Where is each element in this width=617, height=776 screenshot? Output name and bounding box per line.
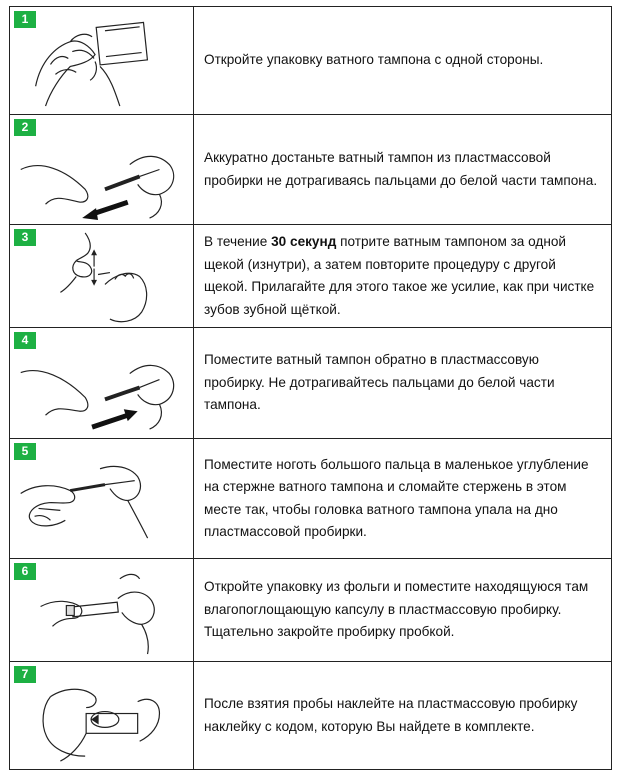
step-number-badge: 4 <box>14 332 36 349</box>
step-text: После взятия пробы наклейте на пластмассовую пробирку наклейку с кодом, которую Вы найдете в комплекте. <box>194 662 612 770</box>
insert-capsule-illustration <box>10 559 193 661</box>
step-number-badge: 2 <box>14 119 36 136</box>
step-row-2 <box>10 115 612 225</box>
step-number-badge: 5 <box>14 443 36 460</box>
break-swab-illustration <box>10 439 193 558</box>
hands-opening-package-illustration <box>10 7 193 114</box>
step-row-4 <box>10 328 612 439</box>
step-text-after: потрите ватным тампоном за одной щекой (изнутри), а затем повторите процедуру с другой щекой. Прилагайте для этого такое же усилие, как при чистке зубов зубной щёткой. <box>204 234 595 317</box>
cheek-swab-illustration <box>10 225 193 327</box>
step-text-before: В течение <box>204 234 272 249</box>
step-text: Аккуратно достаньте ватный тампон из пластмассовой пробирки не дотрагиваясь пальцами до белой части тампона. <box>194 115 612 225</box>
step-text: Откройте упаковку из фольги и поместите находящуюся там влагопоглощающую капсулу в пластмассовую пробирку. Тщательно закройте пробирку пробкой. <box>194 559 612 662</box>
apply-label-illustration <box>10 662 193 769</box>
step-number-badge: 3 <box>14 229 36 246</box>
step-number-badge: 1 <box>14 11 36 28</box>
step-illustration-cell <box>10 559 194 662</box>
step-row-6 <box>10 559 612 662</box>
swab-removal-illustration <box>10 115 193 224</box>
step-illustration-cell <box>10 225 194 328</box>
step-illustration-cell <box>10 7 194 115</box>
step-row-5 <box>10 439 612 559</box>
step-number-badge: 6 <box>14 563 36 580</box>
step-text: Поместите ватный тампон обратно в пластмассовую пробирку. Не дотрагивайтесь пальцами до белой части тампона. <box>194 328 612 439</box>
swab-return-illustration <box>10 328 193 438</box>
step-illustration-cell <box>10 328 194 439</box>
step-row-1 <box>10 7 612 115</box>
step-text-bold: 30 секунд <box>271 234 337 249</box>
step-row-7 <box>10 662 612 770</box>
step-number-badge: 7 <box>14 666 36 683</box>
step-illustration-cell <box>10 115 194 225</box>
step-row-3 <box>10 225 612 328</box>
step-text <box>194 225 612 328</box>
step-illustration-cell <box>10 439 194 559</box>
instructions-table <box>9 6 612 770</box>
step-illustration-cell <box>10 662 194 770</box>
step-text: Поместите ноготь большого пальца в маленькое углубление на стержне ватного тампона и сломайте стержень в этом месте так, чтобы головка ватного тампона упала на дно пластмассовой пробирки. <box>194 439 612 559</box>
step-text: Откройте упаковку ватного тампона с одной стороны. <box>194 7 612 115</box>
